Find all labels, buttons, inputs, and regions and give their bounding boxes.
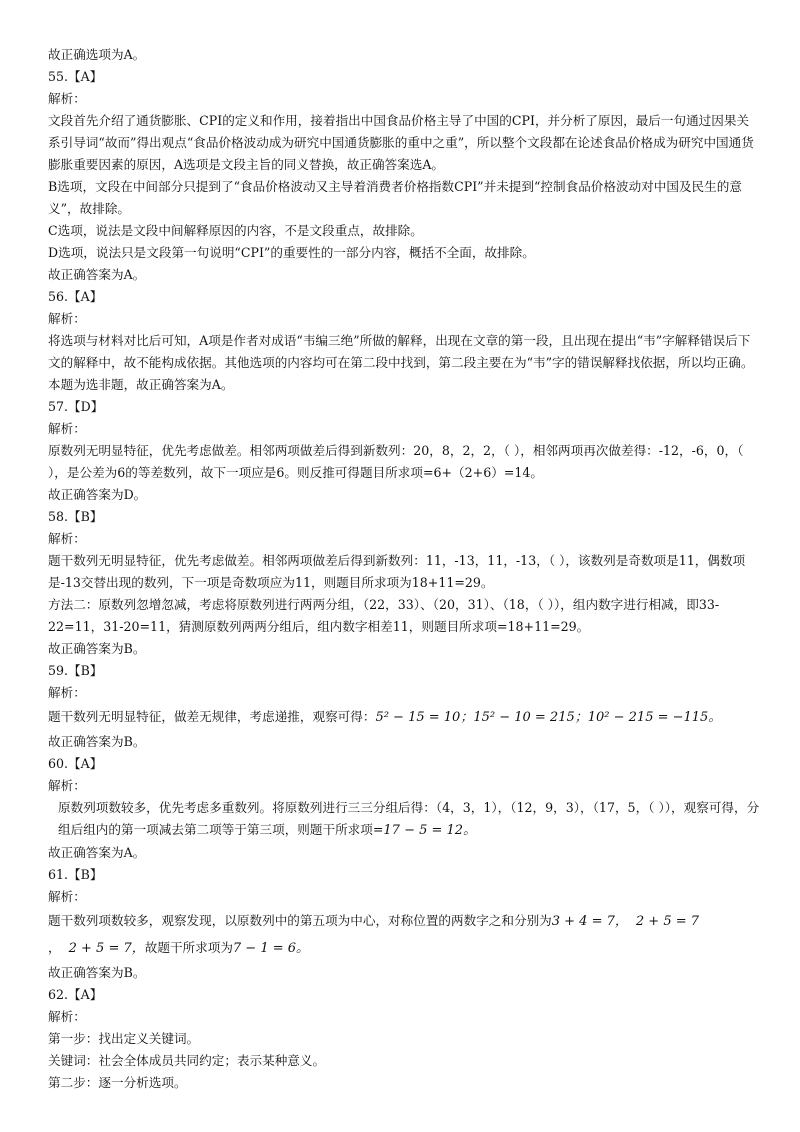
answer-explanations — [48, 44, 760, 1094]
answer-line: 故正确答案为B。 — [48, 641, 146, 656]
analysis-heading: 解析： — [48, 1009, 86, 1024]
question-number: 55.【A】 — [48, 69, 103, 84]
text-line: 故正确选项为A。 — [48, 47, 146, 62]
answer-line: 故正确答案为B。 — [48, 965, 146, 980]
question-number: 57.【D】 — [48, 399, 104, 414]
text-fragment: 故题干所求项为 — [144, 940, 233, 955]
question-number: 59.【B】 — [48, 663, 103, 678]
answer-line: 故正确答案为A。 — [48, 267, 146, 282]
analysis-heading: 解析： — [48, 531, 86, 546]
analysis-heading: 解析： — [48, 421, 86, 436]
answer-line: 故正确答案为A。 — [48, 845, 146, 860]
text-paragraph: 文段首先介绍了通货膨胀、CPI的定义和作用，接着指出中国食品价格主导了中国的CPI，并分析了原因，最后一句通过因果关系引导词“故而”得出观点“食品价格波动成为研究中国通货膨胀的重中之重”，所以整个文段都在论述食品价格成为研究中国通货膨胀重要因素的原因，A选项是文段主旨的同义替换，故正确答案选A。 — [48, 113, 754, 172]
formula: 5² − 15 = 10；15² − 10 = 215；10² − 215 = −115。 — [375, 710, 722, 725]
text-paragraph: 将选项与材料对比后可知，A项是作者对成语“韦编三绝”所做的解释，出现在文章的第一段，且出现在提出“韦”字解释错误后下文的解释中，故不能构成依据。其他选项的内容均可在第二段中找到，第二段主要在为“韦”字的错误解释找依据，所以均正确。 — [48, 333, 754, 370]
analysis-heading: 解析： — [48, 91, 86, 106]
analysis-heading: 解析： — [48, 889, 86, 904]
text-paragraph: 方法二：原数列忽增忽减，考虑将原数列进行两两分组，（22，33）、（20，31）、（18，（ ）），组内数字进行相减，即33-22=11，31-20=11，猜测原数列两两分组后，组内数字相差11，则题目所求项=18+11=29。 — [48, 597, 720, 634]
question-number: 60.【A】 — [48, 756, 103, 771]
text-fragment: 原数列项数较多，优先考虑多重数列。将原数列进行三三分组后得：（4，3，1），（12，9，3），（17，5，（ ）），观察可得，分组后组内的第一项减去第二项等于第三项，则题干所求项= — [58, 800, 760, 837]
analysis-heading: 解析： — [48, 778, 86, 793]
question-number: 56.【A】 — [48, 289, 103, 304]
text-paragraph-with-formula — [48, 908, 760, 962]
text-line: 第二步：逐一分析选项。 — [48, 1075, 187, 1090]
text-paragraph: 题干数列无明显特征，优先考虑做差。相邻两项做差后得到新数列：11，-13，11，-13，（ ），该数列是奇数项是11，偶数项是-13交替出现的数列，下一项是奇数项应为11，则题目所求项为18+11=29。 — [48, 553, 746, 590]
question-number: 58.【B】 — [48, 509, 103, 524]
text-fragment: 题干数列项数较多，观察发现，以原数列中的第五项为中心，对称位置的两数字之和分别为 — [48, 913, 552, 928]
question-number: 62.【A】 — [48, 987, 103, 1002]
text-paragraph-with-formula — [48, 797, 760, 842]
text-paragraph: 原数列无明显特征，优先考虑做差。相邻两项做差后得到新数列：20，8，2，2，（ ），相邻两项再次做差得：-12，-6，0，（ ），是公差为6的等差数列，故下一项应是6。则反推可得题目所求项=6+（2+6）=14。 — [48, 443, 744, 480]
formula: 2 + 5 = 7 — [635, 914, 700, 929]
text-fragment: ， — [48, 940, 61, 955]
text-line: 第一步：找出定义关键词。 — [48, 1031, 200, 1046]
question-number: 61.【B】 — [48, 867, 103, 882]
answer-line: 故正确答案为B。 — [48, 734, 146, 749]
text-line-with-formula — [48, 704, 760, 731]
formula: 17 − 5 = 12。 — [383, 823, 477, 838]
text-fragment: 题干数列无明显特征，做差无规律，考虑递推，观察可得： — [48, 709, 376, 724]
formula: 7 − 1 = 6。 — [232, 941, 310, 956]
analysis-heading: 解析： — [48, 685, 86, 700]
formula: 3 + 4 = 7， — [551, 914, 628, 929]
text-line: 关键词：社会全体成员共同约定；表示某种意义。 — [48, 1053, 326, 1068]
analysis-heading: 解析： — [48, 311, 86, 326]
text-line: D选项，说法只是文段第一句说明“CPI”的重要性的一部分内容，概括不全面，故排除。 — [48, 245, 535, 260]
text-line: C选项，说法是文段中间解释原因的内容，不是文段重点，故排除。 — [48, 223, 423, 238]
formula: 2 + 5 = 7， — [68, 941, 145, 956]
answer-line: 本题为选非题，故正确答案为A。 — [48, 377, 234, 392]
answer-line: 故正确答案为D。 — [48, 487, 147, 502]
text-paragraph: B选项，文段在中间部分只提到了“食品价格波动又主导着消费者价格指数CPI”并未提到“控制食品价格波动对中国及民生的意义”，故排除。 — [48, 179, 742, 216]
